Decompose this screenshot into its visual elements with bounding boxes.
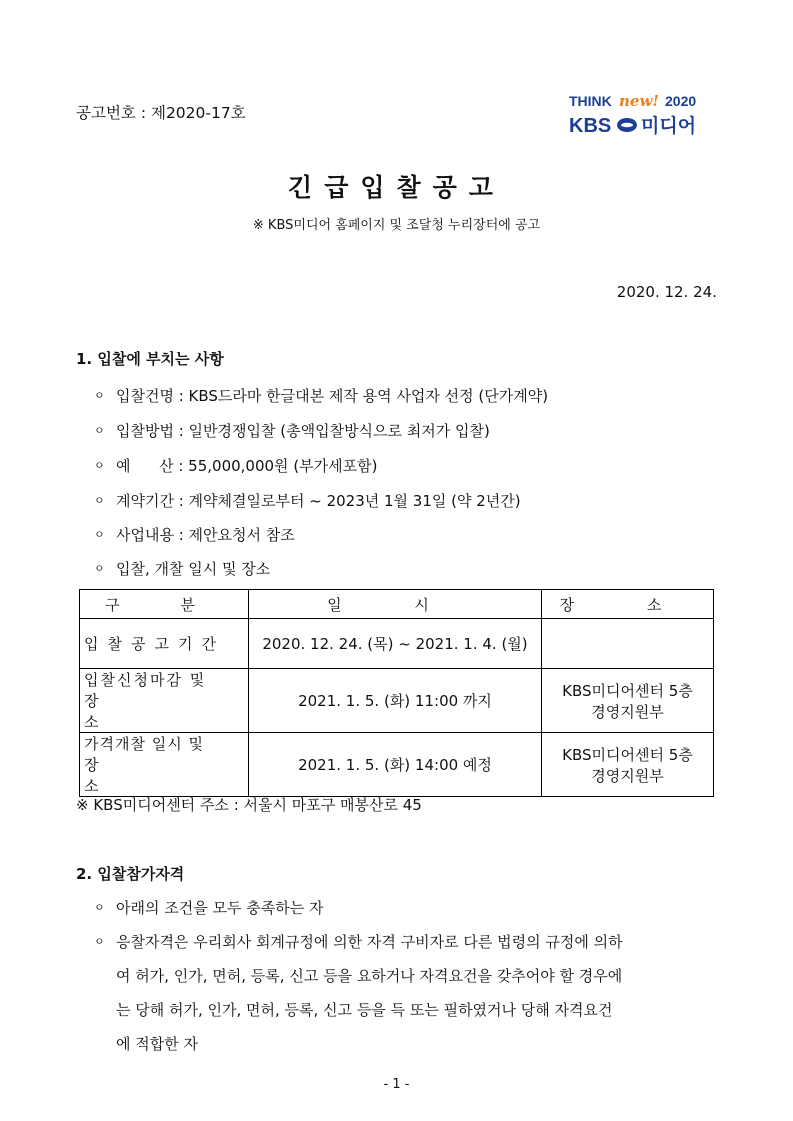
- list-item-continuation: 는 당해 허가, 인가, 면허, 등록, 신고 등을 득 또는 필하였거나 당해 자격요건: [116, 1001, 613, 1019]
- list-item-continuation: 에 적합한 자: [116, 1035, 198, 1053]
- header-place: 장 소: [542, 590, 714, 619]
- bullet-icon: ㅇ: [94, 528, 105, 541]
- section-1-item: ㅇ 계약기간 : 계약체결일로부터 ~ 2023년 1월 31일 (약 2년간): [94, 492, 521, 510]
- svg-text:2020: 2020: [665, 93, 697, 109]
- kbs-media-logo: [567, 90, 717, 138]
- notice-date: 2020. 12. 24.: [616, 283, 717, 301]
- row-place: [542, 619, 714, 669]
- svg-text:KBS: KBS: [569, 115, 612, 137]
- page-subtitle: ※ KBS미디어 홈페이지 및 조달청 누리장터에 공고: [252, 218, 541, 233]
- page-title: 긴급입찰공고: [288, 173, 505, 202]
- section-1-item: ㅇ 입찰건명 : KBS드라마 한글대본 제작 용역 사업자 선정 (단가계약): [94, 387, 549, 405]
- table-row: [80, 669, 714, 733]
- row-place: KBS미디어센터 5층 경영지원부: [542, 733, 714, 797]
- svg-text:new!: new!: [619, 92, 659, 110]
- table-header-row: [80, 590, 714, 619]
- row-place: KBS미디어센터 5층 경영지원부: [542, 669, 714, 733]
- notice-number: 공고번호 : 제2020-17호: [76, 104, 246, 122]
- bullet-icon: ㅇ: [94, 424, 105, 437]
- bullet-icon: ㅇ: [94, 494, 105, 507]
- list-item: ㅇ 응찰자격은 우리회사 회계규정에 의한 자격 구비자로 다른 법령의 규정에 의하: [94, 925, 720, 959]
- bullet-icon: ㅇ: [94, 389, 105, 402]
- row-label: 가격개찰 일시 및 장소: [80, 733, 249, 797]
- section-1-title: 1. 입찰에 부치는 사항: [76, 350, 224, 368]
- list-item: ㅇ 아래의 조건을 모두 충족하는 자: [94, 891, 720, 925]
- svg-text:THINK: THINK: [569, 93, 612, 109]
- address-note: ※ KBS미디어센터 주소 : 서울시 마포구 매봉산로 45: [76, 796, 422, 814]
- table-row: [80, 619, 714, 669]
- section-1-item: ㅇ 예 산 : 55,000,000원 (부가세포함): [94, 457, 378, 475]
- row-label: 입찰신청마감 및 장소: [80, 669, 249, 733]
- bullet-icon: ㅇ: [94, 562, 105, 575]
- svg-text:미디어: 미디어: [641, 115, 697, 137]
- section-1-item: ㅇ 입찰, 개찰 일시 및 장소: [94, 560, 271, 578]
- schedule-table: [79, 589, 714, 797]
- section-2-title: 2. 입찰참가자격: [76, 865, 185, 883]
- bullet-icon: ㅇ: [94, 935, 105, 948]
- page-number: - 1 -: [383, 1077, 410, 1092]
- bullet-icon: ㅇ: [94, 459, 105, 472]
- header-datetime: 일 시: [249, 590, 542, 619]
- list-item-continuation: 여 허가, 인가, 면허, 등록, 신고 등을 요하거나 자격요건을 갖추어야 할 경우에: [116, 967, 623, 985]
- row-datetime: 2021. 1. 5. (화) 14:00 예정: [249, 733, 542, 797]
- bullet-icon: ㅇ: [94, 901, 105, 914]
- section-1-item: ㅇ 입찰방법 : 일반경쟁입찰 (총액입찰방식으로 최저가 입찰): [94, 422, 490, 440]
- table-row: [80, 733, 714, 797]
- row-datetime: 2021. 1. 5. (화) 11:00 까지: [249, 669, 542, 733]
- row-datetime: 2020. 12. 24. (목) ~ 2021. 1. 4. (월): [249, 619, 542, 669]
- kbs-media-logo-graphic: [567, 90, 717, 138]
- section-1-item: ㅇ 사업내용 : 제안요청서 참조: [94, 526, 295, 544]
- header-category: 구 분: [80, 590, 249, 619]
- section-2-body: [94, 891, 720, 1061]
- row-label: 입찰공고기간: [80, 619, 249, 669]
